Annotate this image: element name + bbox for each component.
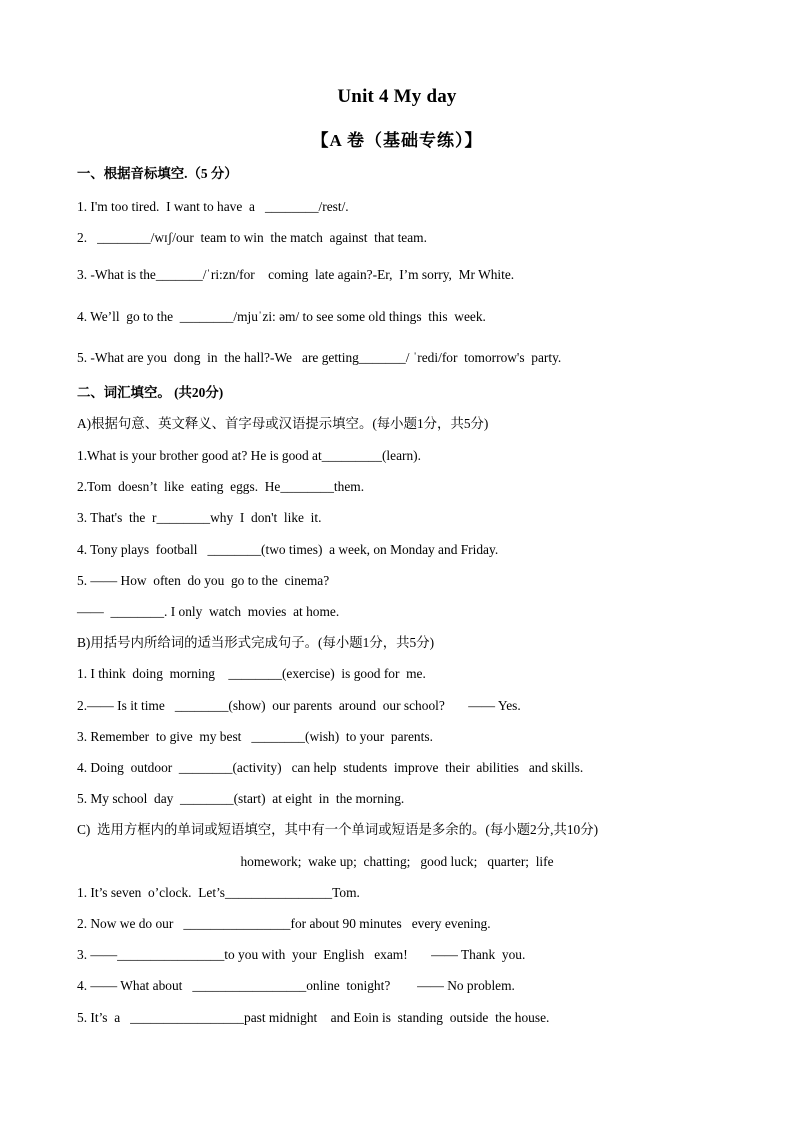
word-box: homework; wake up; chatting; good luck; quarter; life xyxy=(240,854,554,869)
question-line: 4. Tony plays football ________(two times) a week, on Monday and Friday. xyxy=(77,542,499,557)
question-line: 5. -What are you dong in the hall?-We are getting_______/ ˈredi/for tomorrow's party. xyxy=(77,350,562,365)
question-line: 3. ——________________to you with your English exam! —— Thank you. xyxy=(77,947,526,962)
question-line: 2.—— Is it time ________(show) our parents around our school? —— Yes. xyxy=(77,698,521,713)
question-line: 2. ________/wɪʃ/our team to win the match against that team. xyxy=(77,230,427,245)
question-line: 2.Tom doesn’t like eating eggs. He________them. xyxy=(77,479,365,494)
section-2-heading: 二、词汇填空。 (共20分) xyxy=(77,385,224,400)
question-line: 1. It’s seven o’clock. Let’s________________Tom. xyxy=(77,885,360,900)
part-b-instruction: B)用括号内所给词的适当形式完成句子。(每小题1分，共5分) xyxy=(77,635,435,650)
question-line: 1.What is your brother good at? He is good at_________(learn). xyxy=(77,448,421,463)
page-title: Unit 4 My day xyxy=(337,86,457,107)
part-a-instruction: A)根据句意、英文释义、首字母或汉语提示填空。(每小题1分，共5分) xyxy=(77,416,489,431)
page-subtitle: 【A 卷（基础专练）】 xyxy=(311,131,483,150)
question-line: 2. Now we do our ________________for about 90 minutes every evening. xyxy=(77,916,491,931)
part-c-instruction: C) 选用方框内的单词或短语填空，其中有一个单词或短语是多余的。(每小题2分,共10分) xyxy=(77,822,599,837)
question-line: 5. My school day ________(start) at eight in the morning. xyxy=(77,791,405,806)
question-line: 1. I'm too tired. I want to have a ________/rest/. xyxy=(77,199,349,214)
question-line: 1. I think doing morning ________(exercise) is good for me. xyxy=(77,666,426,681)
section-1-heading: 一、根据音标填空.（5 分） xyxy=(77,166,238,181)
question-line: 4. Doing outdoor ________(activity) can help students improve their abilities and skills. xyxy=(77,760,584,775)
question-line: 3. Remember to give my best ________(wish) to your parents. xyxy=(77,729,433,744)
question-line: 3. That's the r________why I don't like it. xyxy=(77,510,322,525)
question-line: 4. We’ll go to the ________/mjuˈzi: əm/ to see some old things this week. xyxy=(77,309,486,324)
question-line: 4. —— What about _________________online tonight? —— No problem. xyxy=(77,978,515,993)
question-line: 5. It’s a _________________past midnight and Eoin is standing outside the house. xyxy=(77,1010,550,1025)
question-line: 3. -What is the_______/ˈri:zn/for coming late again?-Er, I’m sorry, Mr White. xyxy=(77,267,515,282)
question-line: 5. —— How often do you go to the cinema? xyxy=(77,573,330,588)
question-line: —— ________. I only watch movies at home. xyxy=(77,604,340,619)
